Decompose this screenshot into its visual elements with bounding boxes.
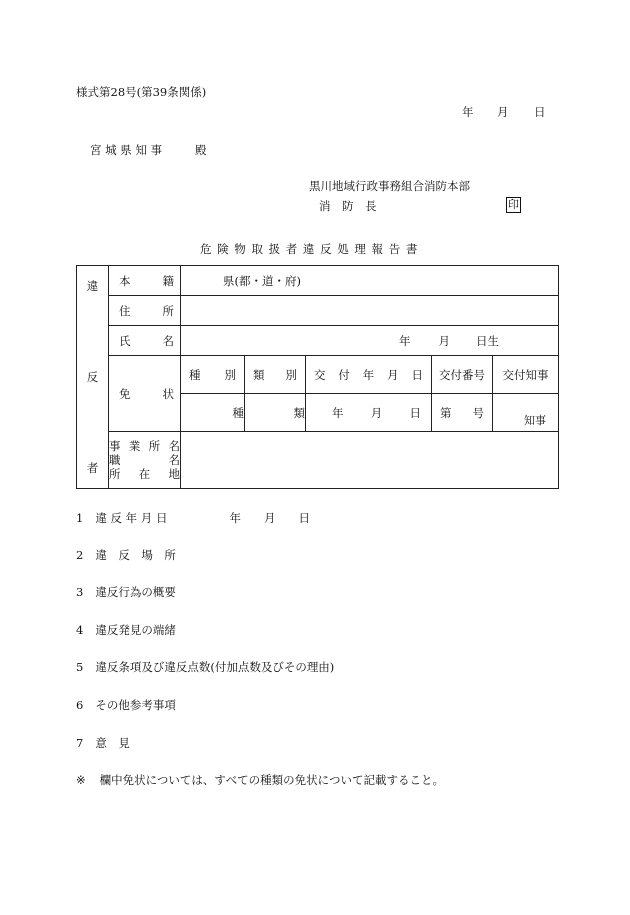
shimei-value: 年 月 日生	[181, 326, 559, 356]
item-6: 6 その他参考事項	[76, 698, 176, 712]
date-day: 日	[534, 105, 546, 119]
val-dai: 第 号	[432, 394, 493, 432]
item-7: 7 意 見	[76, 736, 130, 750]
jigyo-value	[181, 432, 559, 489]
val-chiji: 知事	[493, 394, 559, 432]
form-number: 様式第28号(第39条関係)	[76, 85, 207, 99]
document-title: 危 険 物 取 扱 者 違 反 処 理 報 告 書	[200, 242, 419, 256]
sender-title: 消 防 長	[319, 199, 377, 213]
jusho-label: 住 所	[109, 296, 181, 326]
col-kofu-bango: 交付番号	[432, 356, 493, 394]
shimei-label: 氏 名	[109, 326, 181, 356]
col-kofu-chiji: 交付知事	[493, 356, 559, 394]
sender-org: 黒川地域行政事務組合消防本部	[309, 179, 470, 193]
violator-table	[76, 265, 559, 489]
violator-side-label: 違 反 者	[77, 266, 109, 489]
addressee: 宮 城 県 知 事	[90, 143, 163, 157]
jusho-value	[181, 296, 559, 326]
seal-mark: 印	[508, 198, 519, 211]
date-year: 年	[462, 105, 474, 119]
val-shu: 種	[181, 394, 245, 432]
val-date: 年 月 日	[306, 394, 432, 432]
jigyo-label: 事 業 所 名 職 名 所 在 地	[109, 432, 181, 489]
col-shubetsu: 種 別	[181, 356, 245, 394]
val-rui: 類	[245, 394, 306, 432]
item-4: 4 違反発見の端緒	[76, 623, 176, 637]
item-2: 2 違 反 場 所	[76, 548, 176, 562]
honseki-label: 本 籍	[109, 266, 181, 296]
item-3: 3 違反行為の概要	[76, 585, 176, 599]
col-kofu-date: 交 付 年 月 日	[306, 356, 432, 394]
item-5: 5 違反条項及び違反点数(付加点数及びその理由)	[76, 660, 335, 674]
date-month: 月	[497, 105, 509, 119]
item-1: 1 違 反 年 月 日 年 月 日	[76, 511, 310, 525]
honorific: 殿	[195, 143, 207, 157]
menjo-label: 免 状	[109, 356, 181, 432]
honseki-value: 県(都・道・府)	[181, 266, 559, 296]
col-rui: 類 別	[245, 356, 306, 394]
footnote: ※ 欄中免状については、すべての種類の免状について記載すること。	[76, 773, 444, 787]
